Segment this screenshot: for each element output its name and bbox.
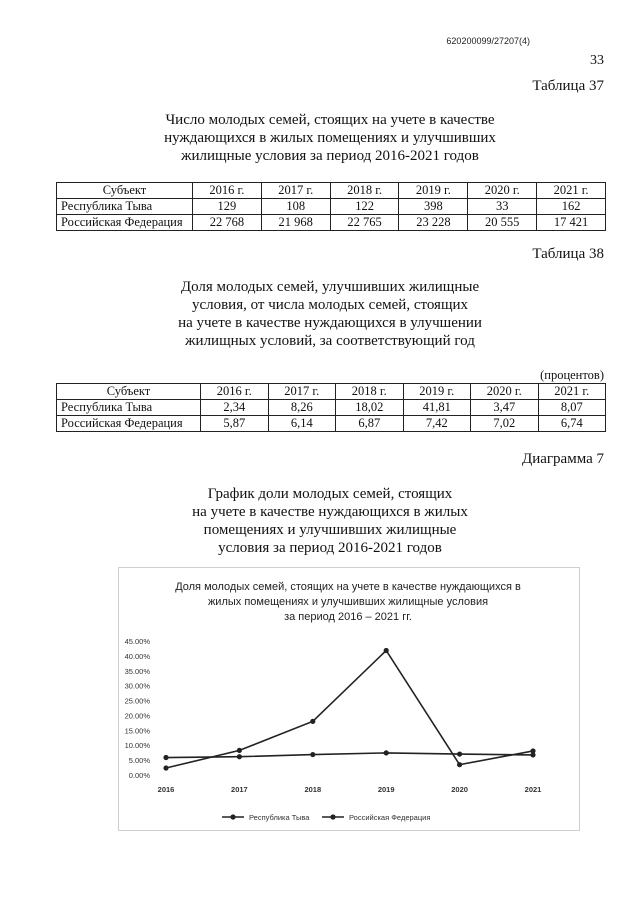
diagram-7-title-line: на учете в качестве нуждающихся в жилых <box>192 504 468 520</box>
table-38-label: Таблица 38 <box>532 246 604 262</box>
table-cell: 7,42 <box>403 416 471 432</box>
y-tick-label: 35.00% <box>124 666 150 676</box>
chart-title-line: Доля молодых семей, стоящих на учете в качестве нуждающихся в <box>175 581 521 593</box>
y-tick-label: 5.00% <box>128 756 150 766</box>
x-tick-label: 2021 <box>524 785 542 794</box>
table-cell: 162 <box>537 199 606 215</box>
table-cell: 8,26 <box>268 400 336 416</box>
diagram-7-title-line: условия за период 2016-2021 годов <box>218 540 442 556</box>
x-tick-label: 2019 <box>377 785 395 794</box>
y-tick-label: 0.00% <box>128 771 150 780</box>
x-tick-label: 2020 <box>451 785 468 794</box>
table-cell: 8,07 <box>538 400 606 416</box>
column-header: 2017 г. <box>268 384 336 400</box>
table-38-title-line: жилищных условий, за соответствующий год <box>185 333 475 349</box>
table-cell: 7,02 <box>471 416 539 432</box>
series-line <box>166 650 533 768</box>
column-header: 2019 г. <box>403 384 471 400</box>
table-cell: 5,87 <box>201 416 269 432</box>
column-header: 2016 г. <box>201 384 269 400</box>
table-cell: 23 228 <box>399 215 468 231</box>
column-header: 2020 г. <box>468 183 537 199</box>
legend-label: Российская Федерация <box>349 813 431 822</box>
chart-title-line: за период 2016 – 2021 гг. <box>284 611 412 623</box>
column-header: 2018 г. <box>330 183 399 199</box>
row-label: Республика Тыва <box>57 400 201 416</box>
table-38-title-line: Доля молодых семей, улучшивших жилищные <box>180 279 480 295</box>
table-cell: 129 <box>193 199 262 215</box>
table-37-title-line: Число молодых семей, стоящих на учете в качестве <box>165 112 495 128</box>
data-point <box>384 750 389 755</box>
data-point <box>457 762 462 767</box>
y-tick-label: 45.00% <box>124 637 150 646</box>
table-cell: 41,81 <box>403 400 471 416</box>
column-header: 2018 г. <box>336 384 404 400</box>
chart-title-line: жилых помещениях и улучшивших жилищные условия <box>207 596 489 608</box>
table-cell: 6,87 <box>336 416 404 432</box>
table-cell: 398 <box>399 199 468 215</box>
document-id: 620200099/27207(4) <box>446 36 530 46</box>
data-point <box>384 648 389 653</box>
column-header: 2020 г. <box>471 384 539 400</box>
diagram-7-label: Диаграмма 7 <box>521 451 604 467</box>
x-tick-label: 2016 <box>157 785 175 794</box>
table-cell: 6,74 <box>538 416 606 432</box>
table-cell: 22 765 <box>330 215 399 231</box>
y-tick-label: 30.00% <box>124 681 150 691</box>
column-header: 2017 г. <box>261 183 330 199</box>
row-label: Российская Федерация <box>57 416 201 432</box>
data-point <box>163 765 168 770</box>
page-number: 33 <box>590 53 604 68</box>
column-header: 2016 г. <box>193 183 262 199</box>
table-37-title-line: нуждающихся в жилых помещениях и улучшивших <box>164 130 496 146</box>
units-label: (процентов) <box>540 368 604 382</box>
column-header: Субъект <box>57 384 201 400</box>
legend-marker <box>330 814 335 819</box>
table-38-title-line: условия, от числа молодых семей, стоящих <box>191 297 469 313</box>
legend-marker <box>230 814 235 819</box>
y-tick-label: 25.00% <box>124 696 150 706</box>
table-cell: 21 968 <box>261 215 330 231</box>
table-cell: 2,34 <box>201 400 269 416</box>
data-point <box>530 752 535 757</box>
data-point <box>457 751 462 756</box>
data-point <box>310 719 315 724</box>
legend-label: Республика Тыва <box>249 813 310 822</box>
row-label: Российская Федерация <box>57 215 193 231</box>
data-point <box>237 748 242 753</box>
table-cell: 6,14 <box>268 416 336 432</box>
table-cell: 17 421 <box>537 215 606 231</box>
column-header: 2019 г. <box>399 183 468 199</box>
table-cell: 108 <box>261 199 330 215</box>
table-cell: 22 768 <box>193 215 262 231</box>
table-cell: 33 <box>468 199 537 215</box>
table-cell: 122 <box>330 199 399 215</box>
diagram-7-title-line: График доли молодых семей, стоящих <box>207 486 453 502</box>
column-header: 2021 г. <box>537 183 606 199</box>
table-37-label: Таблица 37 <box>532 78 604 94</box>
table-37-title-line: жилищные условия за период 2016-2021 годов <box>181 148 479 164</box>
column-header: Субъект <box>57 183 193 199</box>
table-cell: 18,02 <box>336 400 404 416</box>
row-label: Республика Тыва <box>57 199 193 215</box>
column-header: 2021 г. <box>538 384 606 400</box>
x-tick-label: 2017 <box>231 785 248 794</box>
table-cell: 3,47 <box>471 400 539 416</box>
table-38-title-line: на учете в качестве нуждающихся в улучшении <box>178 315 482 331</box>
x-tick-label: 2018 <box>304 785 322 794</box>
y-tick-label: 40.00% <box>124 651 150 661</box>
diagram-7-title-line: помещениях и улучшивших жилищные <box>203 522 457 538</box>
data-point <box>237 754 242 759</box>
y-tick-label: 10.00% <box>124 741 150 751</box>
y-tick-label: 15.00% <box>124 726 150 736</box>
data-point <box>310 752 315 757</box>
table-cell: 20 555 <box>468 215 537 231</box>
data-point <box>163 755 168 760</box>
y-tick-label: 20.00% <box>124 711 150 721</box>
